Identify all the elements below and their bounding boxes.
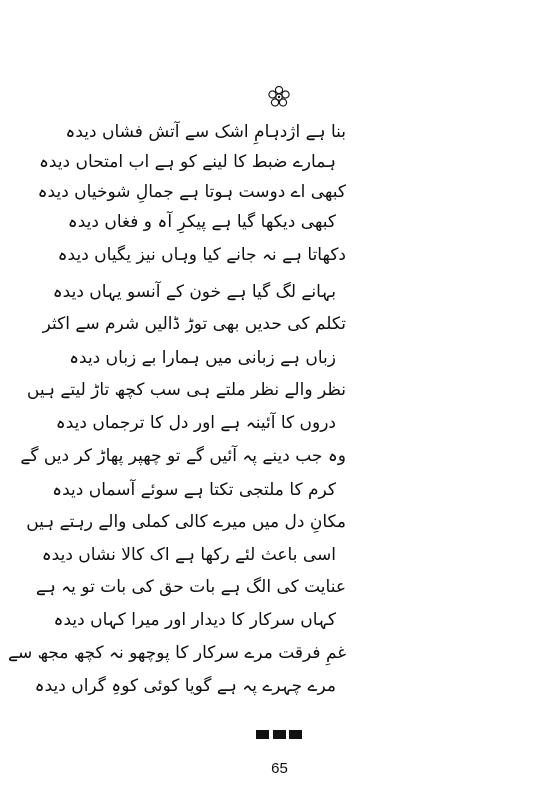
- poem-line: کبھی دیکھا گیا ہے پیکرِ آہ و فغاں دیدہ: [67, 212, 336, 232]
- poem-line: مکانِ دل میں میرے کالی کملی والے رہتے ہیں: [26, 512, 346, 532]
- poem-line: کبھی اے دوست ہوتا ہے جمالِ شوخیاں دیدہ: [37, 182, 346, 202]
- poem-line: زباں ہے زبانی میں ہمارا بے زباں دیدہ: [69, 348, 336, 368]
- poem-line: نظر والے نظر ملتے ہی سب کچھ تاڑ لیتے ہیں: [26, 380, 346, 400]
- poem-line: کہاں سرکار کا دیدار اور میرا کہاں دیدہ: [53, 610, 336, 630]
- poem-line: ہمارے ضبط کا لینے کو ہے اب امتحاں دیدہ: [38, 152, 336, 172]
- poem-line: عنایت کی الگ ہے بات حق کی بات تو یہ ہے: [35, 577, 346, 597]
- poem-line: غمِ فرقت مرے سرکار کا پوچھو نہ کچھ مجھ سے: [8, 643, 347, 663]
- poem-line: تکلم کی حدیں بھی توڑ ڈالیں شرم سے اکثر: [42, 314, 346, 334]
- page-number: 65: [271, 760, 288, 777]
- poem-line: کرم کا ملتجی تکتا ہے سوئے آسماں دیدہ: [52, 480, 336, 500]
- poem-line: بنا ہے اژدہامِ اشک سے آتش فشاں دیدہ: [65, 122, 346, 142]
- poem-line: اسی باعث لئے رکھا ہے اک کالا نشاں دیدہ: [41, 545, 336, 565]
- poem-line: بہانے لگ گیا ہے خون کے آنسو یہاں دیدہ: [52, 282, 336, 302]
- poem-line: دروں کا آئینہ ہے اور دل کا ترجماں دیدہ: [55, 413, 336, 433]
- poem-line: وہ جب دینے پہ آئیں گے تو چھپر پھاڑ کر دیں گے: [20, 446, 346, 466]
- three-squares-icon: [256, 730, 302, 739]
- poem-line: مرے چہرے پہ ہے گویا کوئی کوہِ گراں دیدہ: [34, 676, 336, 696]
- poem-line: دکھاتا ہے نہ جانے کیا وہاں نیز یگیاں دیدہ: [57, 245, 346, 265]
